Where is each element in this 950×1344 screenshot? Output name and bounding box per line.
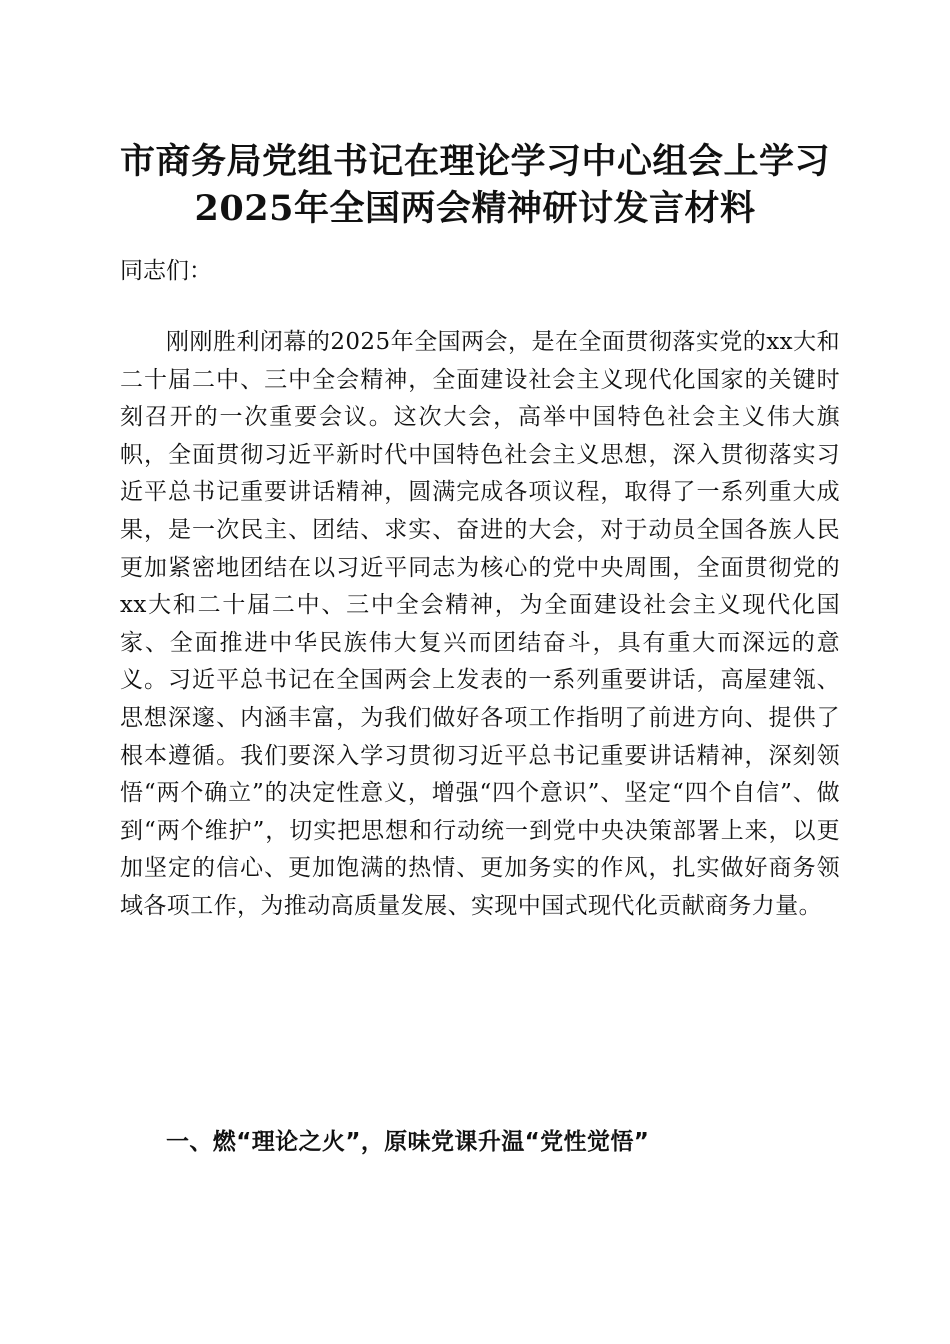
title-line-1: 市商务局党组书记在理论学习中心组会上学习 [119,141,830,182]
title-line-2: 2025年全国两会精神研讨发言材料 [194,188,756,229]
section-heading-1: 一、燃“理论之火”，原味党课升温“党性觉悟” [166,1129,650,1155]
document-title [80,138,870,232]
salutation: 同志们： [120,258,212,284]
body-paragraph: 刚刚胜利闭幕的2025年全国两会，是在全面贯彻落实党的xx大和二十届二中、三中全会精神，全面建设社会主义现代化国家的关键时刻召开的一次重要会议。这次大会，高举中国特色社会主义伟大旗帜，全面贯彻习近平新时代中国特色社会主义思想，深入贯彻落实习近平总书记重要讲话精神，圆满完成各项议程，取得了一系列重大成果，是一次民主、团结、求实、奋进的大会，对于动员全国各族人民更加紧密地团结在以习近平同志为核心的党中央周围，全面贯彻党的xx大和二十届二中、三中全会精神，为全面建设社会主义现代化国家、全面推进中华民族伟大复兴而团结奋斗，具有重大而深远的意义。习近平总书记在全国两会上发表的一系列重要讲话，高屋建瓴、思想深邃、内涵丰富，为我们做好各项工作指明了前进方向、提供了根本遵循。我们要深入学习贯彻习近平总书记重要讲话精神，深刻领悟“两个确立”的决定性意义，增强“四个意识”、坚定“四个自信”、做到“两个维护”，切实把思想和行动统一到党中央决策部署上来，以更加坚定的信心、更加饱满的热情、更加务实的作风，扎实做好商务领域各项工作，为推动高质量发展、实现中国式现代化贡献商务力量。 [120,329,840,919]
